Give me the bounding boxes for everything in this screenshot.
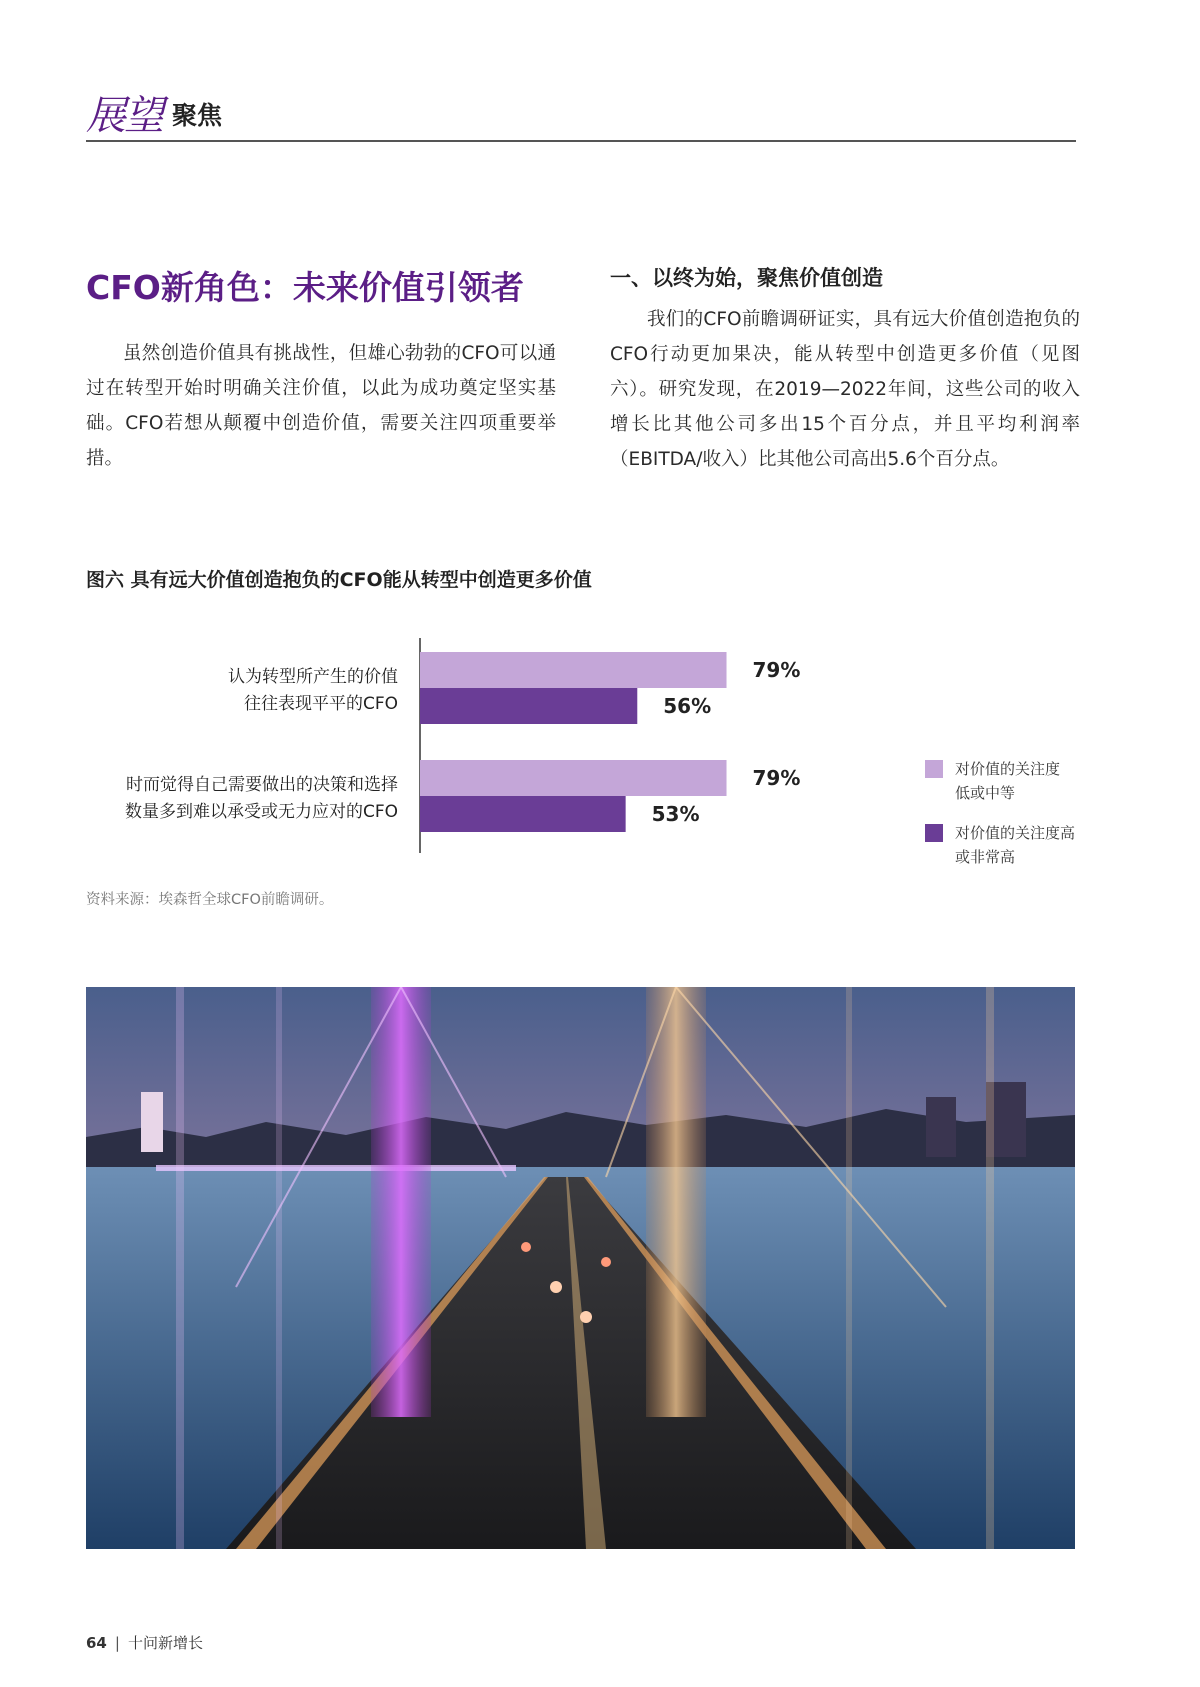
- legend-label-2-line-1: 对价值的关注度高: [955, 824, 1076, 842]
- bridge-photo: [86, 987, 1075, 1549]
- category-label-2-line-1: 时而觉得自己需要做出的决策和选择: [126, 775, 398, 795]
- legend-label-2-line-2: 或非常高: [955, 848, 1016, 866]
- bar-1-category-2: [420, 760, 727, 796]
- bar-2-category-1: [420, 688, 637, 724]
- page-footer: [86, 1632, 203, 1653]
- footer-separator: |: [114, 1634, 120, 1652]
- article-title: CFO新角色：未来价值引领者: [86, 268, 524, 307]
- data-label-2-category-1: 56%: [663, 694, 712, 718]
- section-label: 聚焦: [172, 101, 223, 130]
- header-divider: [86, 140, 1076, 142]
- bar-chart: [80, 638, 1090, 868]
- page-number: 64: [86, 1634, 107, 1652]
- section-paragraph: 我们的CFO前瞻调研证实，具有远大价值创造抱负的CFO行动更加果决，能从转型中创造更多价值（见图六）。研究发现，在2019—2022年间，这些公司的收入增长比其他公司多出15个百分点，并且平均利润率（EBITDA/收入）比其他公司高出5.6个百分点。: [610, 309, 1080, 470]
- intro-paragraph: 虽然创造价值具有挑战性，但雄心勃勃的CFO可以通过在转型开始时明确关注价值，以此为成功奠定坚实基础。CFO若想从颠覆中创造价值，需要关注四项重要举措。: [86, 343, 556, 469]
- figure-title: 图六 具有远大价值创造抱负的CFO能从转型中创造更多价值: [86, 569, 592, 591]
- publication-name: 十问新增长: [127, 1634, 203, 1652]
- category-label-1-line-2: 往往表现平平的CFO: [243, 694, 398, 714]
- bar-2-category-2: [420, 796, 626, 832]
- data-label-2-category-2: 53%: [651, 802, 700, 826]
- bar-1-category-1: [420, 652, 727, 688]
- legend-label-1-line-2: 低或中等: [955, 784, 1016, 802]
- legend-label-1-line-1: 对价值的关注度: [955, 760, 1061, 778]
- category-label-1-line-1: 认为转型所产生的价值: [228, 667, 398, 687]
- legend-swatch-1: [925, 760, 943, 778]
- figure-source: 资料来源：埃森哲全球CFO前瞻调研。: [86, 892, 334, 908]
- section-heading: 一、以终为始，聚焦价值创造: [610, 266, 883, 290]
- category-label-2-line-2: 数量多到难以承受或无力应对的CFO: [124, 802, 398, 822]
- data-label-1-category-2: 79%: [752, 766, 801, 790]
- legend-swatch-2: [925, 824, 943, 842]
- publication-logo: 展望: [86, 93, 162, 139]
- data-label-1-category-1: 79%: [752, 658, 801, 682]
